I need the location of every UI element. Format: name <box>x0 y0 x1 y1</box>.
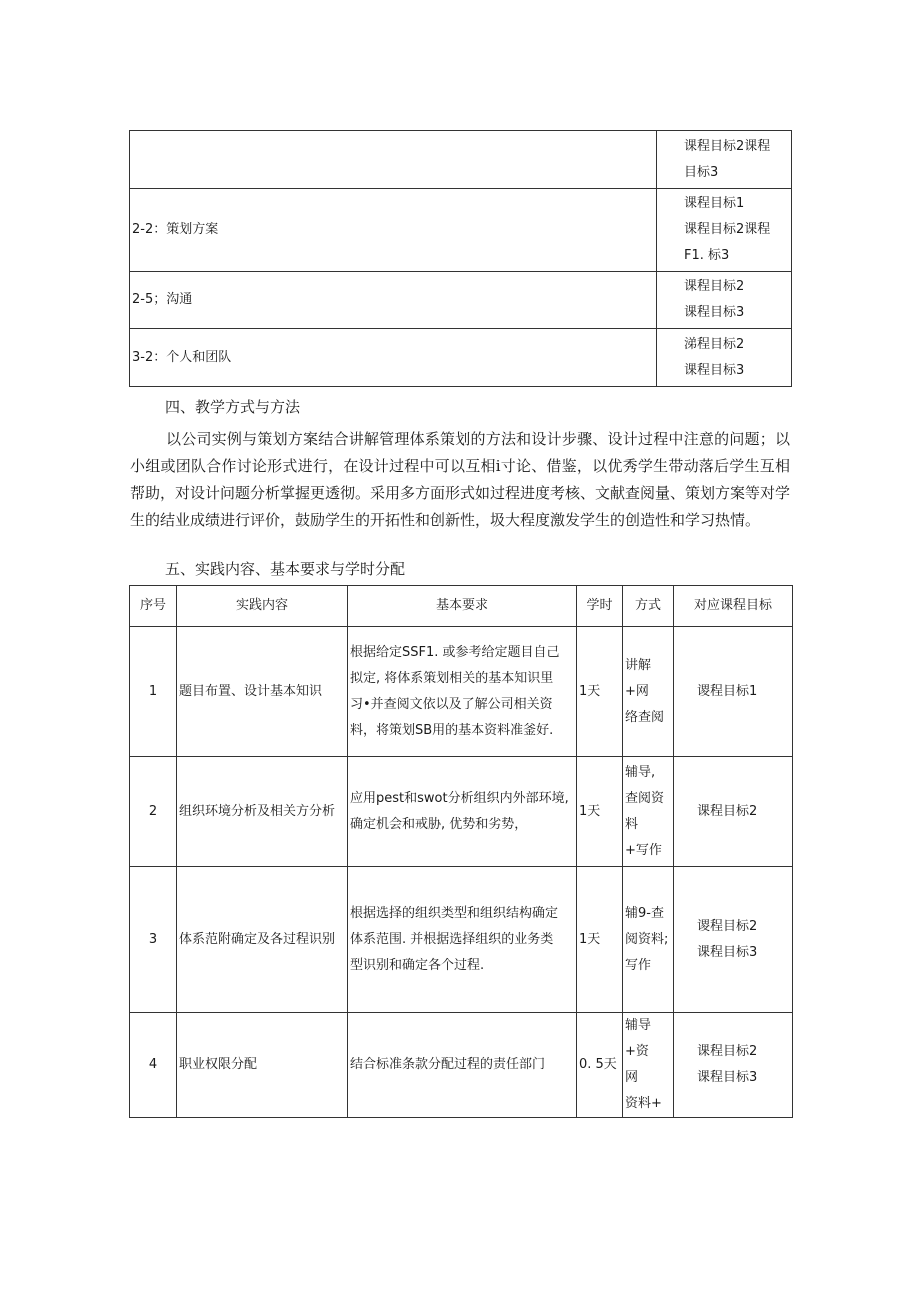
target-cell <box>657 329 792 387</box>
target-line: 涕程目标2 <box>684 336 745 352</box>
requirement-line: 结合标准条款分配过程的责任部门 <box>350 1057 546 1072</box>
header-no: 序号 <box>130 586 177 627</box>
method-line: 辅9-查 <box>625 905 664 921</box>
target-cell <box>674 867 793 1013</box>
target-line: 课程目标2 <box>697 803 758 819</box>
requirement-cell <box>348 867 577 1013</box>
method-line: 讲解+网 <box>625 657 652 699</box>
target-line: F1. 标3 <box>684 248 730 263</box>
method-line: +写作 <box>625 842 662 858</box>
requirement-line: 根据选择的组织类型和组织结构确定 <box>350 905 559 921</box>
target-line: 谡程目标2 <box>697 918 758 934</box>
table-row <box>130 757 793 867</box>
table-row <box>130 867 793 1013</box>
requirement-line: 体系范围. 并根据选择组织的业务类 <box>350 931 554 947</box>
table-row <box>130 1013 793 1118</box>
target-line: 课程目标2 <box>697 1044 758 1059</box>
content-cell: 组织环境分析及相关方分析 <box>177 757 348 867</box>
method-line: 资料+ <box>625 1096 662 1111</box>
target-line: 课程目标1 <box>684 196 745 211</box>
table-header-row <box>130 586 793 627</box>
hours-cell: 1天 <box>577 757 623 867</box>
requirement-cell <box>348 1013 577 1118</box>
section-heading: 四、教学方式与方法 <box>165 398 301 416</box>
method-line: 查阅资料 <box>625 790 665 832</box>
method-line: 辅导+资 <box>625 1018 652 1059</box>
row-number: 3 <box>130 867 177 1013</box>
header-target: 对应课程目标 <box>674 586 793 627</box>
method-cell <box>623 1013 674 1118</box>
requirement-cell <box>130 131 657 189</box>
requirement-cell <box>348 757 577 867</box>
method-line: 网 <box>625 1070 639 1085</box>
target-line: 课程目标3 <box>684 362 745 378</box>
target-line: 课程目标3 <box>684 305 745 320</box>
content-cell: 体系范附确定及各过程识别 <box>177 867 348 1013</box>
table-row <box>130 189 792 272</box>
content-cell: 职业权限分配 <box>177 1013 348 1118</box>
hours-cell: 0. 5天 <box>577 1013 623 1118</box>
target-line: 课程目标3 <box>697 944 758 960</box>
header-content: 实践内容 <box>177 586 348 627</box>
target-cell <box>674 757 793 867</box>
header-hours: 学时 <box>577 586 623 627</box>
target-line: 课程目标2 <box>684 279 745 294</box>
requirement-line: 根据给定SSF1. 或参考给定题目自己 <box>350 644 560 660</box>
target-cell <box>674 1013 793 1118</box>
header-requirement: 基本要求 <box>348 586 577 627</box>
method-line: 辅导, <box>625 764 656 780</box>
target-line: 课程目标2课程 <box>684 222 771 237</box>
table-row <box>130 131 792 189</box>
requirement-line: 确定机会和戒胁, 优势和劣势， <box>350 816 528 832</box>
section-paragraph: 以公司实例与策划方案结合讲解管理体系策划的方法和设计步骤、设计过程中注意的问题；以小组或团队合作讨论形式进行，在设计过程中可以互相i寸论、借鉴，以优秀学生带动落后学生互相帮助，对设计问题分析掌握更透彻。采用多方面形式如过程进度考核、文献查阅量、策划方案等对学生的结业成绩进行评价，鼓励学生的开拓性和创新性，圾大程度激发学生的创造性和学习热情。 <box>130 430 791 529</box>
method-cell <box>623 867 674 1013</box>
target-line: 课程目标2课程 <box>684 138 771 154</box>
target-cell <box>657 131 792 189</box>
row-number: 4 <box>130 1013 177 1118</box>
method-line: 写作 <box>625 957 652 973</box>
row-number: 2 <box>130 757 177 867</box>
requirement-line: 料，将策划SB用的基本资料准釜好. <box>350 722 554 738</box>
hours-cell: 1天 <box>577 867 623 1013</box>
hours-cell: 1天 <box>577 627 623 757</box>
requirement-line: 应用pest和swot分析组织内外部环境, <box>350 790 569 806</box>
requirement-cell: 3-2：个人和团队 <box>130 329 657 387</box>
method-line: 阅资料; <box>625 931 669 947</box>
outcomes-table <box>129 130 792 387</box>
target-line: 课程目标3 <box>697 1070 758 1085</box>
target-cell <box>674 627 793 757</box>
header-method: 方式 <box>623 586 674 627</box>
section-heading: 五、实践内容、基本要求与学时分配 <box>165 560 406 578</box>
content-cell: 题目布置、设计基本知识 <box>177 627 348 757</box>
requirement-cell: 2-5；沟通 <box>130 272 657 329</box>
requirement-line: 习•并查阅文依以及了解公司相关资 <box>350 696 553 712</box>
target-cell <box>657 272 792 329</box>
table-row <box>130 329 792 387</box>
requirement-cell: 2-2：策划方案 <box>130 189 657 272</box>
requirement-line: 拟定, 将体系策划相关的基本知识里 <box>350 670 554 686</box>
target-line: 谡程目标1 <box>697 683 758 699</box>
practice-table <box>129 585 793 1118</box>
method-line: 络查阅 <box>625 709 665 725</box>
requirement-cell <box>348 627 577 757</box>
target-cell <box>657 189 792 272</box>
table-row <box>130 627 793 757</box>
method-cell <box>623 757 674 867</box>
row-number: 1 <box>130 627 177 757</box>
target-line: 目标3 <box>684 164 719 180</box>
method-cell <box>623 627 674 757</box>
table-row <box>130 272 792 329</box>
requirement-line: 型识别和确定各个过程. <box>350 957 485 973</box>
